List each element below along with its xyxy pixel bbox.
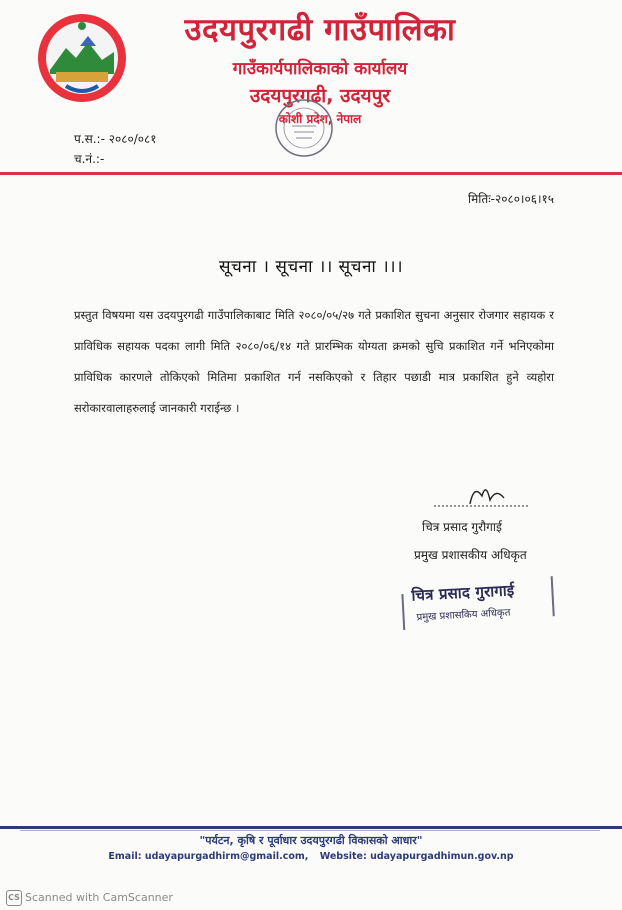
header-divider	[0, 172, 622, 175]
footer-motto: "पर्यटन, कृषि र पूर्वाधार उदयपुरगढी विकासको आधार"	[199, 834, 423, 847]
office-stamp-icon	[272, 96, 336, 160]
footer-divider	[0, 826, 622, 829]
notice-body: प्रस्तुत विषयमा यस उदयपुरगढी गाउँपालिकाबाट मिति २०८०/०५/२७ गते प्रकाशित सुचना अनुसार रोजगार सहायक र प्राविधिक सहायक पदका लागी मिति २०८०/०६/१४ गते प्रारम्भिक योग्यता क्रमको सुचि प्रकाशित गर्ने भनिएकोमा प्राविधिक कारणले तोकिएको मितिमा प्रकाशित गर्न नसकिएको र तिहार पछाडी मात्र प्रकाशित हुने व्यहोरा सरोकारवालाहरुलाई जानकारी गराईन्छ ।	[74, 308, 554, 415]
seal-border-right	[551, 576, 555, 616]
office-subtitle: गाउँकार्यपालिकाको कार्यालय	[232, 59, 408, 79]
patra-sankhya: प.स.:- २०८०/०८१	[74, 132, 157, 146]
camscanner-icon: CS	[6, 890, 22, 906]
seal-title: प्रमुख प्रशासकिय अधिकृत	[416, 607, 511, 624]
handwritten-signature-icon	[430, 478, 540, 512]
office-location: उदयपुरगढी, उदयपुर	[249, 85, 391, 107]
chalani-number: च.नं.:-	[74, 152, 105, 166]
seal-name: चित्र प्रसाद गुरागाई	[410, 581, 515, 605]
nepal-emblem-icon	[36, 12, 128, 104]
footer-divider-thin	[20, 830, 600, 831]
letter-date: मितिः-२०८०।०६।१५	[467, 192, 554, 206]
scanner-watermark	[6, 890, 173, 906]
footer-email: Email: udayapurgadhirm@gmail.com,	[108, 851, 309, 862]
signatory-name: चित्र प्रसाद गुरौगाई	[422, 520, 502, 534]
seal-border-left	[401, 594, 405, 630]
signatory-title: प्रमुख प्रशासकीय अधिकृत	[414, 548, 527, 562]
name-seal	[399, 572, 562, 636]
footer-contact	[0, 851, 622, 862]
office-name: उदयपुरगढी गाउँपालिका	[184, 12, 456, 48]
notice-title: सूचना । सूचना ।। सूचना ।।।	[218, 257, 404, 277]
office-province: कोशी प्रदेश, नेपाल	[278, 112, 362, 126]
watermark-text: Scanned with CamScanner	[25, 891, 173, 904]
footer-website: Website: udayapurgadhimun.gov.np	[319, 851, 514, 862]
